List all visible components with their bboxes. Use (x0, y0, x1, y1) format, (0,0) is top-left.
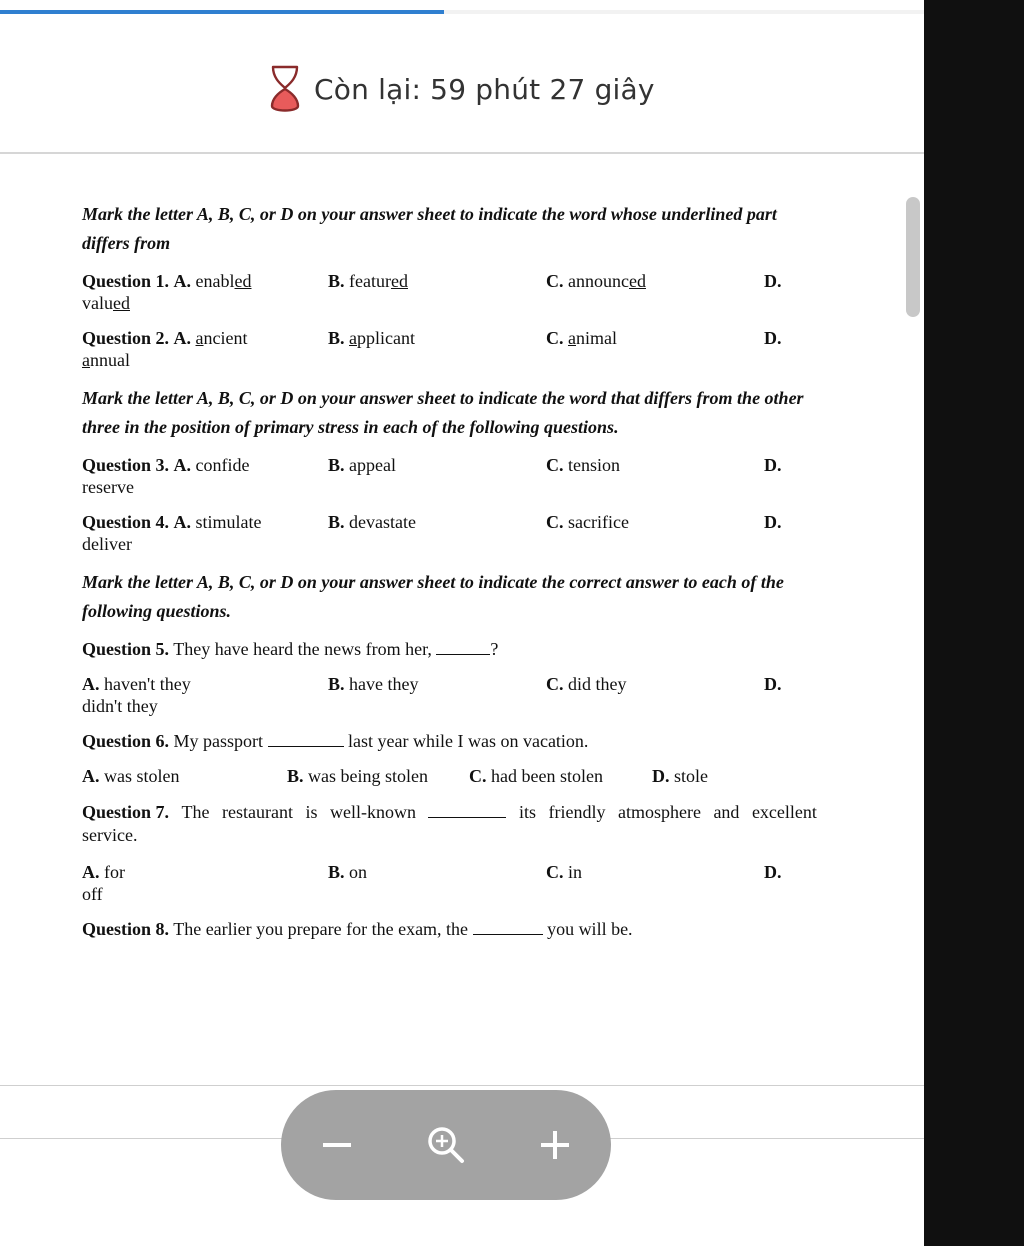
q5-c-letter: C. (546, 674, 564, 694)
q3-option-b[interactable] (328, 454, 396, 477)
q7-word: The (181, 802, 210, 822)
question-6-options (82, 765, 817, 789)
question-7-stem (82, 801, 817, 847)
q6-c-letter: C. (469, 766, 487, 786)
q3-option-d-text[interactable]: reserve (82, 477, 134, 497)
q4-option-b[interactable] (328, 511, 416, 534)
q8-text-pre: The earlier you prepare for the exam, the (173, 919, 469, 939)
q2-option-a[interactable] (82, 327, 248, 350)
q5-option-c[interactable] (546, 673, 627, 696)
instruction-grammar: Mark the letter A, B, C, or D on your answer sheet to indicate the correct answer to each of the following questions. (82, 572, 784, 621)
q1-label: Question 1. (82, 271, 170, 291)
q6-c-text: had been stolen (491, 766, 603, 786)
q5-blank (436, 640, 490, 655)
q1-d-underlined: ed (113, 293, 130, 313)
timer (268, 58, 655, 120)
q5-option-d-text[interactable]: didn't they (82, 696, 158, 716)
q1-option-d-letter[interactable] (764, 270, 782, 293)
q6-option-c[interactable] (469, 765, 603, 788)
q2-c-underlined: a (568, 328, 576, 348)
q1-a-letter: A. (173, 271, 192, 291)
q3-option-c[interactable] (546, 454, 620, 477)
q3-d-letter: D. (764, 455, 782, 475)
q2-c-letter: C. (546, 328, 564, 348)
q5-c-text: did they (568, 674, 627, 694)
question-5-stem (82, 638, 817, 661)
q5-option-a[interactable] (82, 673, 191, 696)
q1-option-c[interactable] (546, 270, 646, 293)
question-5-options (82, 673, 817, 719)
q8-blank (473, 920, 543, 935)
q6-d-text: stole (674, 766, 708, 786)
time-remaining: Còn lại: 59 phút 27 giây (314, 72, 655, 106)
q7-c-text: in (568, 862, 583, 882)
question-3 (82, 454, 817, 500)
q7-option-b[interactable] (328, 861, 367, 884)
q2-c-text: nimal (576, 328, 617, 348)
plus-icon (535, 1125, 575, 1165)
q7-word: and (713, 802, 740, 822)
q7-option-a[interactable] (82, 861, 125, 884)
q5-option-b[interactable] (328, 673, 418, 696)
q3-a-letter: A. (173, 455, 192, 475)
q1-a-text: enabl (195, 271, 235, 291)
minus-icon (317, 1125, 357, 1165)
exam-content (82, 200, 817, 953)
zoom-reset-button[interactable] (411, 1110, 481, 1180)
q5-option-d-letter[interactable] (764, 673, 782, 696)
q7-word: restaurant (222, 802, 293, 822)
q1-c-text: announc (568, 271, 629, 291)
q3-c-letter: C. (546, 455, 564, 475)
instruction-stress: Mark the letter A, B, C, or D on your answer sheet to indicate the word that differs from the other three in the position of primary stress in each of the following questions. (82, 388, 804, 437)
header-divider (0, 152, 924, 154)
q1-d-letter: D. (764, 271, 782, 291)
q3-option-a[interactable] (82, 454, 250, 477)
q7-d-letter: D. (764, 862, 782, 882)
q6-option-a[interactable] (82, 765, 180, 788)
q3-b-text: appeal (349, 455, 396, 475)
q1-option-a[interactable] (82, 270, 252, 293)
q2-option-d-text[interactable] (82, 349, 130, 372)
q4-option-d-text[interactable]: deliver (82, 534, 132, 554)
q7-b-letter: B. (328, 862, 345, 882)
magnifier-plus-icon (424, 1123, 468, 1167)
instruction-pronunciation: Mark the letter A, B, C, or D on your answer sheet to indicate the word whose underlined part differs from (82, 204, 777, 253)
q2-b-text: pplicant (357, 328, 415, 348)
q7-word: well-known (329, 802, 416, 822)
right-dark-edge (924, 0, 1024, 1246)
q4-a-text: stimulate (195, 512, 262, 532)
q6-b-letter: B. (287, 766, 304, 786)
q7-word: is (305, 802, 318, 822)
q7-a-text: for (104, 862, 125, 882)
q1-b-underlined: ed (390, 271, 408, 291)
q8-label: Question 8. (82, 919, 170, 939)
q7-blank (428, 801, 506, 818)
hourglass-icon (268, 63, 302, 115)
page-divider (0, 1085, 924, 1086)
q3-c-text: tension (568, 455, 620, 475)
q7-option-c[interactable] (546, 861, 582, 884)
q8-text-post: you will be. (547, 919, 633, 939)
q1-c-underlined: ed (628, 271, 646, 291)
q5-label: Question 5. (82, 639, 170, 659)
q7-word: atmosphere (617, 802, 701, 822)
q5-b-letter: B. (328, 674, 345, 694)
q5-end: ? (490, 639, 499, 659)
q5-a-letter: A. (82, 674, 100, 694)
q7-word: its (518, 802, 536, 822)
q1-d-text: valu (82, 293, 113, 313)
q3-b-letter: B. (328, 455, 345, 475)
zoom-controls (281, 1090, 611, 1200)
question-7-options (82, 861, 817, 907)
q1-option-d-text[interactable] (82, 292, 130, 315)
q6-text-pre: My passport (173, 731, 264, 751)
q6-d-letter: D. (652, 766, 670, 786)
q1-b-letter: B. (328, 271, 345, 291)
q7-label: Question 7. (82, 802, 170, 822)
q2-option-b[interactable] (328, 327, 415, 350)
q3-a-text: confide (195, 455, 250, 475)
q2-b-underlined: a (349, 328, 358, 348)
progress-bar (0, 10, 444, 14)
q1-b-text: featur (349, 271, 391, 291)
q2-a-underlined: a (195, 328, 204, 348)
q6-a-letter: A. (82, 766, 100, 786)
scrollbar-thumb[interactable] (906, 197, 920, 317)
q4-a-letter: A. (173, 512, 192, 532)
q7-b-text: on (349, 862, 368, 882)
q7-word: excellent (751, 802, 817, 822)
q6-b-text: was being stolen (308, 766, 428, 786)
q2-d-letter: D. (764, 328, 782, 348)
q4-option-c[interactable] (546, 511, 629, 534)
q5-d-letter: D. (764, 674, 782, 694)
q4-d-letter: D. (764, 512, 782, 532)
q6-a-text: was stolen (104, 766, 180, 786)
question-2 (82, 327, 817, 373)
q7-a-letter: A. (82, 862, 100, 882)
q2-label: Question 2. (82, 328, 170, 348)
question-8-stem (82, 918, 817, 941)
question-6-stem (82, 730, 817, 753)
question-1 (82, 270, 817, 316)
q1-a-underlined: ed (234, 271, 252, 291)
q4-c-text: sacrifice (568, 512, 629, 532)
q2-option-c[interactable] (546, 327, 617, 350)
question-4 (82, 511, 817, 557)
q2-option-d-letter[interactable] (764, 327, 782, 350)
q1-option-b[interactable] (328, 270, 408, 293)
q5-b-text: have they (349, 674, 419, 694)
q6-label: Question 6. (82, 731, 170, 751)
q4-b-letter: B. (328, 512, 345, 532)
q5-text: They have heard the news from her, (173, 639, 432, 659)
q1-c-letter: C. (546, 271, 564, 291)
q6-option-b[interactable] (287, 765, 428, 788)
q2-a-text: ncient (203, 328, 248, 348)
q3-label: Question 3. (82, 455, 170, 475)
q7-option-d-letter[interactable] (764, 861, 782, 884)
q6-text-post: last year while I was on vacation. (348, 731, 589, 751)
zoom-in-button[interactable] (520, 1110, 590, 1180)
q7-line2: service. (82, 825, 138, 845)
q6-blank (268, 732, 344, 747)
q7-option-d-text[interactable]: off (82, 884, 103, 904)
q4-option-d-letter[interactable] (764, 511, 782, 534)
q4-c-letter: C. (546, 512, 564, 532)
q4-label: Question 4. (82, 512, 170, 532)
q2-d-text: nnual (90, 350, 130, 370)
q2-a-letter: A. (173, 328, 192, 348)
q2-d-underlined: a (82, 350, 90, 370)
q4-option-a[interactable] (82, 511, 262, 534)
q7-word: friendly (548, 802, 606, 822)
q3-option-d-letter[interactable] (764, 454, 782, 477)
q2-b-letter: B. (328, 328, 345, 348)
q5-a-text: haven't they (104, 674, 191, 694)
q6-option-d[interactable] (652, 765, 708, 788)
q4-b-text: devastate (349, 512, 416, 532)
q7-c-letter: C. (546, 862, 564, 882)
zoom-out-button[interactable] (302, 1110, 372, 1180)
